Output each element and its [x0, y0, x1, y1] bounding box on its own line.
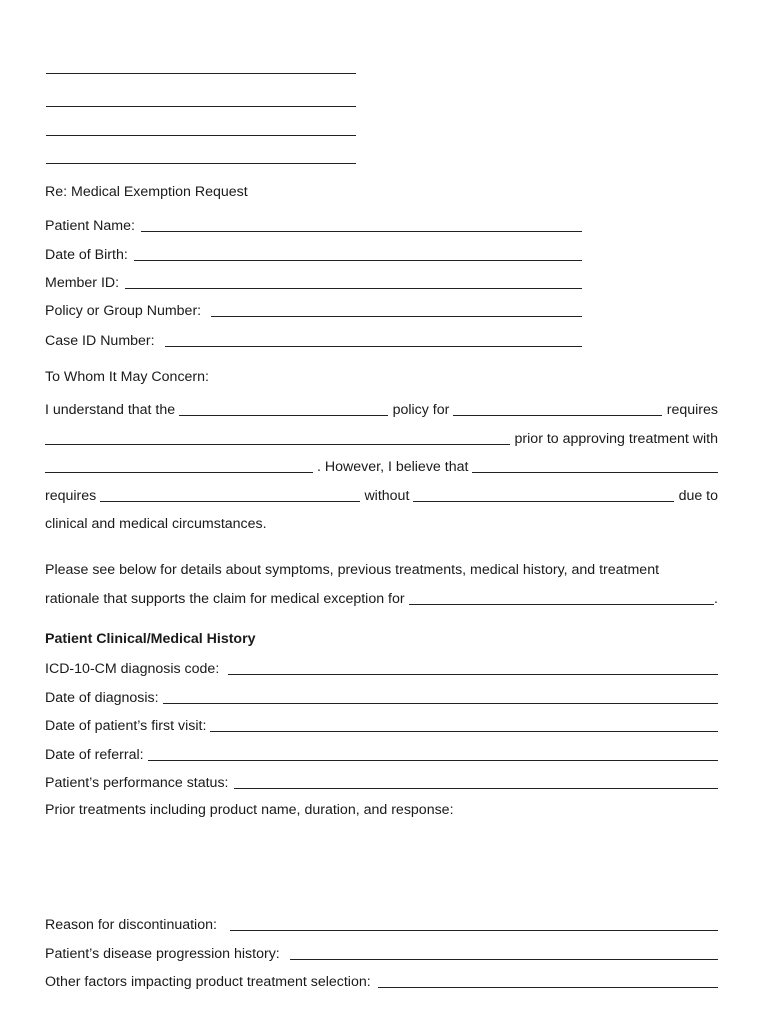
paragraph1-line3 — [45, 456, 718, 476]
first-visit-row — [45, 715, 718, 735]
para1-text-9: clinical and medical circumstances. — [45, 516, 267, 532]
paragraph2-line2 — [45, 588, 718, 608]
date-of-birth-row — [45, 244, 582, 264]
discontinuation-label: Reason for discontinuation: — [45, 917, 217, 933]
date-of-diagnosis-field[interactable] — [163, 703, 718, 704]
discontinuation-field[interactable] — [230, 930, 718, 931]
policy-group-field[interactable] — [211, 316, 582, 317]
prior-treatments-label: Prior treatments including product name, duration, and response: — [45, 802, 454, 818]
para1-text-4: prior to approving treatment with — [514, 431, 718, 447]
patient-name-row — [45, 215, 582, 235]
paragraph1-line1 — [45, 399, 718, 419]
date-of-diagnosis-label: Date of diagnosis: — [45, 690, 159, 706]
address-line-4[interactable] — [46, 163, 356, 164]
policy-group-row — [45, 300, 582, 320]
para1-text-5: . However, I believe that — [317, 459, 469, 475]
performance-status-row — [45, 772, 718, 792]
address-line-1[interactable] — [46, 73, 356, 74]
requires-field[interactable] — [100, 501, 360, 502]
other-factors-field[interactable] — [378, 987, 718, 988]
discontinuation-row — [45, 914, 718, 934]
other-factors-row — [45, 971, 718, 991]
performance-status-field[interactable] — [234, 788, 718, 789]
first-visit-field[interactable] — [210, 731, 718, 732]
paragraph1-line2 — [45, 428, 718, 448]
paragraph1-line4 — [45, 485, 718, 505]
medical-exception-field[interactable] — [409, 604, 714, 605]
icd-code-row — [45, 658, 718, 678]
icd-code-label: ICD-10-CM diagnosis code: — [45, 661, 220, 677]
address-line-3[interactable] — [46, 135, 356, 136]
without-field[interactable] — [413, 501, 673, 502]
date-of-referral-label: Date of referral: — [45, 747, 144, 763]
icd-code-field[interactable] — [228, 674, 718, 675]
date-of-diagnosis-row — [45, 687, 718, 707]
patient-name-label: Patient Name: — [45, 218, 135, 234]
first-visit-label: Date of patient’s first visit: — [45, 718, 207, 734]
member-id-row — [45, 272, 582, 292]
salutation: To Whom It May Concern: — [45, 369, 209, 385]
progression-field[interactable] — [290, 959, 718, 960]
date-of-birth-field[interactable] — [134, 260, 582, 261]
belief-field[interactable] — [472, 472, 718, 473]
date-of-referral-row — [45, 744, 718, 764]
para2-line1: Please see below for details about symptoms, previous treatments, medical history, and treatment — [45, 562, 660, 578]
case-id-label: Case ID Number: — [45, 333, 155, 349]
policy-group-label: Policy or Group Number: — [45, 303, 202, 319]
requirement-field[interactable] — [45, 444, 510, 445]
date-of-birth-label: Date of Birth: — [45, 247, 128, 263]
patient-name-field[interactable] — [141, 231, 582, 232]
para1-text-7: without — [364, 488, 410, 504]
para1-text-2: policy for — [392, 402, 450, 418]
member-id-label: Member ID: — [45, 275, 120, 291]
para1-text-3: requires — [666, 402, 719, 418]
other-factors-label: Other factors impacting product treatment selection: — [45, 974, 371, 990]
policy-for-field[interactable] — [453, 415, 661, 416]
performance-status-label: Patient’s performance status: — [45, 775, 229, 791]
para1-text-1: I understand that the — [45, 402, 176, 418]
date-of-referral-field[interactable] — [148, 760, 718, 761]
address-line-2[interactable] — [46, 106, 356, 107]
para1-text-6: requires — [45, 488, 97, 504]
case-id-row — [45, 330, 582, 350]
para1-text-8: due to — [678, 488, 719, 504]
para2-text: rationale that supports the claim for medical exception for — [45, 591, 405, 607]
history-heading: Patient Clinical/Medical History — [45, 631, 256, 647]
case-id-field[interactable] — [165, 346, 582, 347]
progression-label: Patient’s disease progression history: — [45, 946, 280, 962]
policy-name-field[interactable] — [179, 415, 387, 416]
re-line: Re: Medical Exemption Request — [45, 184, 248, 200]
treatment-field[interactable] — [45, 472, 313, 473]
para2-period: . — [714, 591, 718, 607]
progression-row — [45, 943, 718, 963]
member-id-field[interactable] — [125, 288, 582, 289]
